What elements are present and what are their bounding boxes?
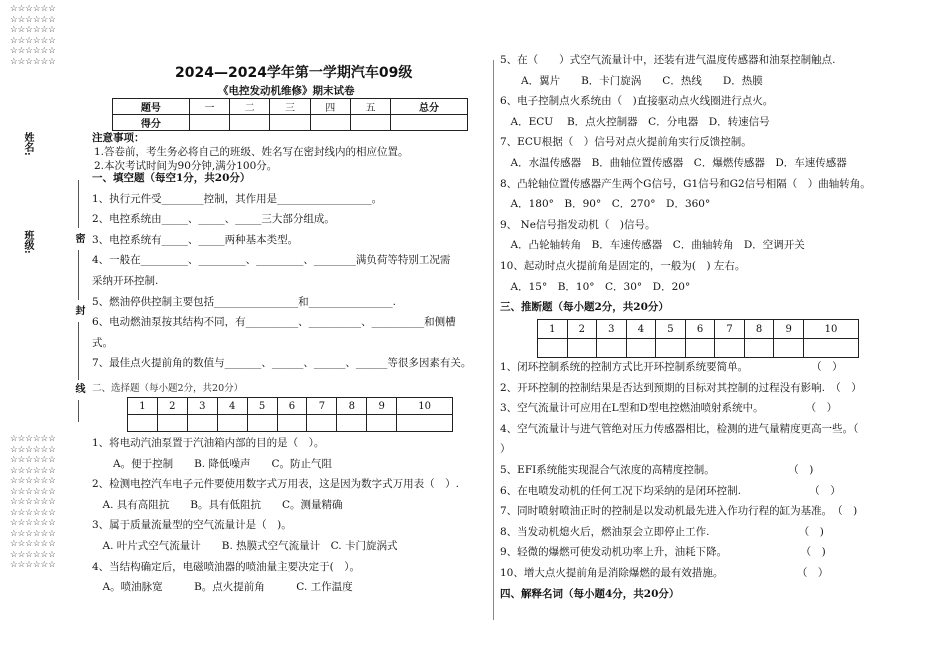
grid-number: 9	[367, 398, 397, 415]
question-line: A．水温传感器 B．曲轴位置传感器 C．爆燃传感器 D．车速传感器	[500, 156, 847, 169]
question-line: 9、轻微的爆燃可使发动机功率上升，油耗下降。 （ )	[500, 546, 826, 559]
score-cell[interactable]	[310, 115, 350, 131]
grid-answer-cell[interactable]	[337, 415, 367, 432]
exam-subtitle: 《电控发动机维修》期末试卷	[218, 85, 355, 97]
grid-answer-cell[interactable]	[567, 339, 597, 358]
score-header-cell: 五	[350, 99, 390, 115]
exam-title: 2024—2024学年第一学期汽车09级	[175, 65, 413, 81]
question-line: 采纳开环控制.	[92, 274, 159, 287]
score-cell[interactable]	[270, 115, 310, 131]
question-line: A．凸轮轴转角 B．车速传感器 C．曲轴转角 D．空调开关	[500, 239, 805, 252]
right-column-judgements	[500, 357, 862, 604]
question-line: 2、检测电控汽车电子元件要使用数字式万用表，这是因为数字式万用表（ ）.	[92, 478, 460, 491]
question-line: A．15° B．10° C．30° D．20°	[500, 280, 691, 293]
question-line: 1、将电动汽油泵置于汽油箱内部的目的是（ ）。	[92, 437, 325, 449]
question-line: 1、执行元件受________控制，其作用是__________________。	[92, 192, 383, 205]
question-line: 式。	[92, 336, 113, 349]
question-line: 5、在（ ）式空气流量计中，还装有进气温度传感器和油泵控制触点.	[500, 54, 836, 66]
grid-answer-cell[interactable]	[247, 415, 277, 432]
question-line: 2、电控系统由_____、_____、_____三大部分组成。	[92, 213, 335, 226]
question-line: A．ECU B．点火控制器 C．分电器 D．转速信号	[500, 115, 770, 128]
score-cell[interactable]	[391, 115, 468, 131]
grid-answer-cell[interactable]	[803, 339, 858, 358]
question-line: 8、凸轮轴位置传感器产生两个G信号，G1信号和G2信号相隔（ ）曲轴转角。	[500, 177, 871, 190]
grid-number: 1	[128, 398, 158, 415]
grid-answer-cell[interactable]	[744, 339, 774, 358]
column-divider	[493, 60, 494, 620]
question-line: 8、当发动机熄火后，燃油泵会立即停止工作. （ )	[500, 525, 824, 538]
score-header-cell: 二	[230, 99, 270, 115]
question-line: 1、闭环控制系统的控制方式比开环控制系统要简单。 （ ）	[500, 361, 843, 373]
question-line: ）	[500, 443, 511, 456]
grid-answer-cell[interactable]	[715, 339, 745, 358]
grid-answer-cell[interactable]	[187, 415, 217, 432]
question-line: A。喷油脉宽 B。点火提前角 C. 工作温度	[92, 581, 353, 594]
question-line: 3、空气流量计可应用在L型和D型电控燃油喷射系统中。 （ ）	[500, 402, 838, 415]
section1-heading: 一、填空题（每空1分，共20分）	[92, 172, 251, 184]
question-line: A。便于控制 B. 降低噪声 C。防止气阻	[92, 457, 333, 470]
score-header-cell: 四	[310, 99, 350, 115]
question-line: 4、当结构确定后，电磁喷油器的喷油量主要决定于( ）。	[92, 560, 361, 573]
question-line: A．180° B．90° C．270° D．360°	[500, 198, 711, 211]
note-item: 1.答卷前，考生务必将自己的班级、姓名写在密封线内的相应位置。	[94, 146, 409, 158]
grid-number: 3	[597, 320, 627, 339]
grid-number: 7	[307, 398, 337, 415]
grid-answer-cell[interactable]	[685, 339, 715, 358]
question-line: 5、EFI系统能实现混合气浓度的高精度控制。 （ )	[500, 463, 814, 476]
grid-number: 10	[397, 398, 453, 415]
grid-number: 3	[187, 398, 217, 415]
grid-answer-cell[interactable]	[538, 339, 568, 358]
score-header-cell: 一	[189, 99, 229, 115]
grid-answer-cell[interactable]	[626, 339, 656, 358]
grid-number: 10	[803, 320, 858, 339]
grid-number: 2	[157, 398, 187, 415]
grid-answer-cell[interactable]	[397, 415, 453, 432]
seal-mi: 密	[73, 233, 84, 243]
grid-answer-cell[interactable]	[277, 415, 307, 432]
question-line: 3、电控系统有_____、_____两种基本类型。	[92, 233, 299, 246]
score-header-cell: 题号	[113, 99, 190, 115]
score-table	[112, 98, 468, 131]
grid-number: 1	[538, 320, 568, 339]
grid-answer-cell[interactable]	[656, 339, 686, 358]
grid-number: 5	[247, 398, 277, 415]
score-cell[interactable]	[189, 115, 229, 131]
question-line: A．翼片 B．卡门旋涡 C．热线 D．热膜	[500, 74, 763, 87]
grid-number: 8	[337, 398, 367, 415]
question-line: 6、电子控制点火系统由（ )直接驱动点火线圈进行点火。	[500, 95, 774, 108]
note-item: 2.本次考试时间为90分钟,满分100分。	[94, 160, 278, 172]
grid-number: 4	[217, 398, 247, 415]
class-label: 班级:	[22, 230, 33, 254]
section3-heading: 三、推断题（每小题2分，共20分）	[500, 301, 669, 314]
score-cell[interactable]	[230, 115, 270, 131]
question-line: 7、同时喷射喷油正时的控制是以发动机最先进入作功行程的缸为基准。 （ )	[500, 505, 858, 518]
grid-answer-cell[interactable]	[367, 415, 397, 432]
left-column-section2	[92, 433, 459, 598]
score-cell[interactable]	[350, 115, 390, 131]
binding-line-mid1	[78, 250, 79, 300]
seal-xian: 线	[73, 383, 84, 393]
question-line: 3、属于质量流量型的空气流量计是（ )。	[92, 519, 292, 532]
question-line: 10、增大点火提前角是消除爆燃的最有效措施。 （ ）	[500, 566, 829, 579]
question-line: 4、一般在_________、_________、_________、________满负荷等特别工况需	[92, 254, 451, 267]
question-line: A. 叶片式空气流量计 B. 热膜式空气流量计 C. 卡门旋涡式	[92, 539, 398, 552]
right-column-choices	[500, 50, 871, 318]
name-label: 姓名:	[22, 132, 33, 156]
grid-answer-cell[interactable]	[307, 415, 337, 432]
score-row-label: 得分	[113, 115, 190, 131]
question-line: 2、开环控制的控制结果是否达到预期的目标对其控制的过程没有影响. （ ）	[500, 381, 862, 394]
binding-line-mid2	[78, 322, 79, 380]
grid-number: 2	[567, 320, 597, 339]
binding-line-upper	[78, 180, 79, 228]
grid-number: 4	[626, 320, 656, 339]
choice-answer-grid	[127, 397, 453, 432]
binding-line-lower	[78, 400, 79, 422]
seal-feng: 封	[73, 305, 84, 315]
score-header-cell: 总分	[391, 99, 468, 115]
question-line: 4、空气流量计与进气管绝对压力传感器相比，检测的进气量精度更高一些。（	[500, 422, 859, 435]
grid-number: 6	[277, 398, 307, 415]
question-line: 6、在电喷发动机的任何工况下均采纳的是闭环控制. （ ）	[500, 484, 841, 497]
question-line: 10、起动时点火提前角是固定的，一般为( ) 左右。	[500, 259, 746, 272]
judgement-answer-grid	[537, 319, 859, 358]
question-line: 5、燃油停供控制主要包括________________和________________.	[92, 295, 397, 308]
grid-number: 5	[656, 320, 686, 339]
question-line: 7、最佳点火提前角的数值与_______、______、______、______等很多因素有关。	[92, 357, 472, 370]
section4-heading: 四、解释名词（每小题4分，共20分）	[500, 587, 680, 600]
grid-number: 7	[715, 320, 745, 339]
notes-heading: 注意事项：	[92, 132, 145, 144]
question-line: 6、电动燃油泵按其结构不同，有__________、__________、__________和侧槽	[92, 316, 456, 329]
grid-answer-cell[interactable]	[597, 339, 627, 358]
grid-answer-cell[interactable]	[128, 415, 158, 432]
section2-heading: 二、选择题（每小题2分，共20分）	[92, 383, 244, 394]
left-column-section1	[92, 168, 471, 374]
question-line: 7、ECU根据（ ）信号对点火提前角实行反馈控制。	[500, 136, 752, 149]
question-line: A. 具有高阻抗 B。具有低阻抗 C。测量精确	[92, 498, 343, 511]
decorative-stars-bottom: ☆☆☆☆☆☆ ☆☆☆☆☆☆ ☆☆☆☆☆☆ ☆☆☆☆☆☆ ☆☆☆☆☆☆ ☆☆☆☆☆☆ ☆☆☆☆☆☆ ☆☆☆☆☆☆ ☆☆☆☆☆☆ ☆☆☆☆☆☆ ☆☆☆☆☆☆ ☆☆☆☆☆☆ ☆☆☆☆☆☆	[10, 434, 56, 570]
grid-answer-cell[interactable]	[157, 415, 187, 432]
question-line: 9、 Ne信号指发动机（ )信号。	[500, 218, 656, 231]
grid-number: 6	[685, 320, 715, 339]
grid-answer-cell[interactable]	[774, 339, 804, 358]
grid-number: 8	[744, 320, 774, 339]
grid-answer-cell[interactable]	[217, 415, 247, 432]
grid-number: 9	[774, 320, 804, 339]
score-header-cell: 三	[270, 99, 310, 115]
decorative-stars-top: ☆☆☆☆☆☆ ☆☆☆☆☆☆ ☆☆☆☆☆☆ ☆☆☆☆☆☆ ☆☆☆☆☆☆ ☆☆☆☆☆☆	[10, 4, 56, 67]
